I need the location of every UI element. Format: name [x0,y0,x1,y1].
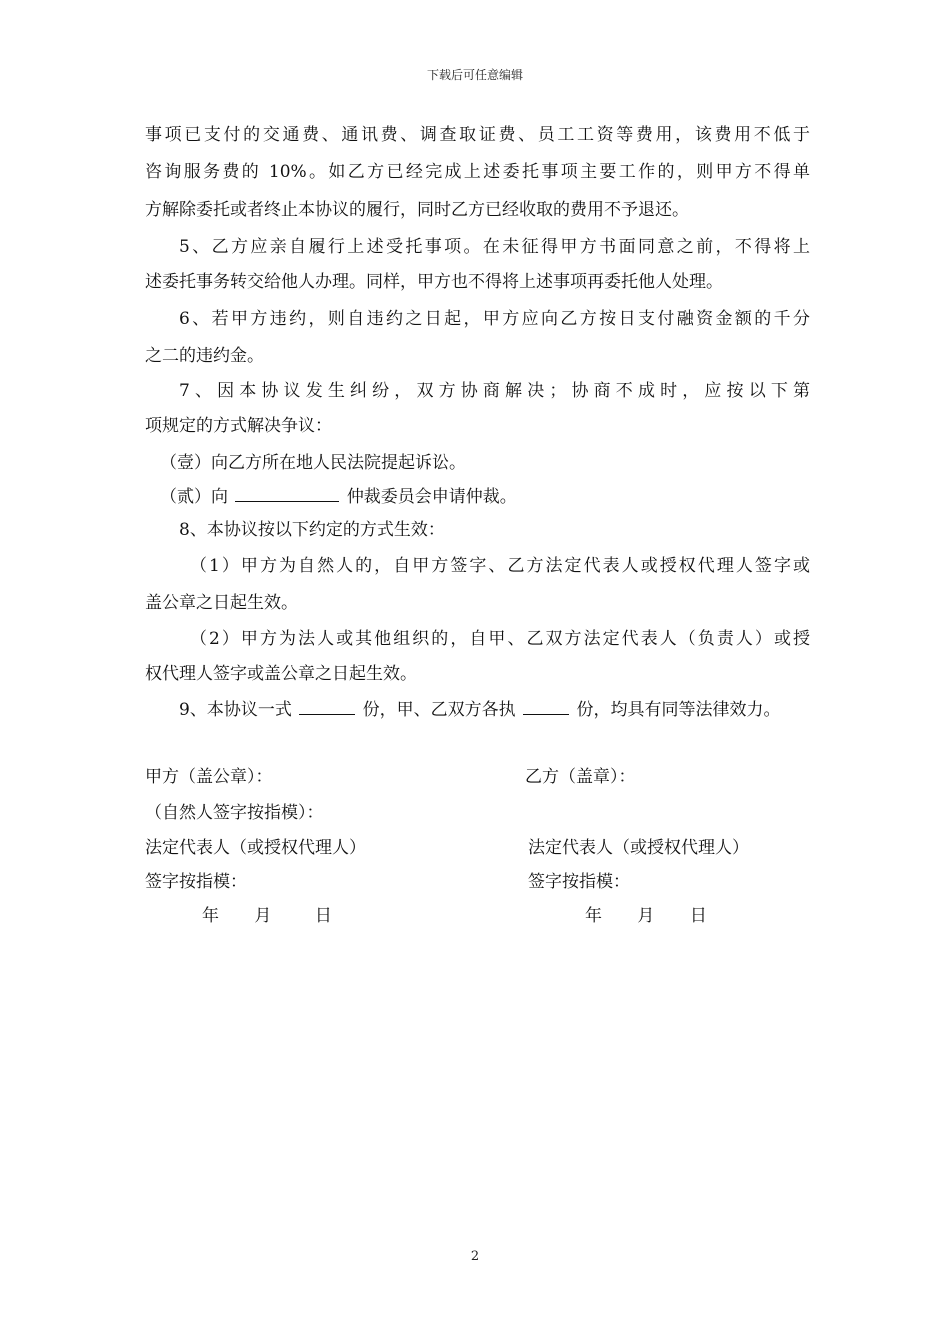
clause-8-2-line: 权代理人签字或盖公章之日起生效。 [145,664,417,684]
paragraph-line: 事项已支付的交通费、通讯费、调查取证费、员工工资等费用，该费用不低于 [145,125,810,145]
clause-9-line [179,698,844,722]
clause-6-line: 6、若甲方违约，则自违约之日起，甲方应向乙方按日支付融资金额的千分 [179,309,810,329]
clause-8-1-line: （1）甲方为自然人的，自甲方签字、乙方法定代表人或授权代理人签字或 [190,556,810,576]
option-arbitration-suffix: 仲裁委员会申请仲裁。 [346,487,517,507]
party-b-rep-label: 法定代表人（或授权代理人） [528,838,749,858]
party-b-date [585,904,707,928]
party-a-seal-label: 甲方（盖公章）： [145,767,273,787]
party-a-day: 日 [314,906,332,926]
copies-each-blank[interactable] [523,698,569,715]
clause-7-line: 7、因本协议发生纠纷，双方协商解决；协商不成时，应按以下第 [179,381,810,401]
clause-9-prefix: 9、本协议一式 [179,700,292,720]
clause-8-1-line: 盖公章之日起生效。 [145,593,298,613]
party-b-seal-label: 乙方（盖章）： [525,767,636,787]
party-b-year: 年 [585,906,602,926]
option-arbitration [160,485,825,509]
party-a-year: 年 [202,906,219,926]
party-b-sign-label: 签字按指模： [528,872,630,892]
party-a-month: 月 [254,906,272,926]
page-number: 2 [470,1249,480,1264]
party-a-sign-label: 签字按指模： [145,872,247,892]
clause-6-line: 之二的违约金。 [145,346,264,366]
party-b-month: 月 [637,906,655,926]
clause-5-line: 5、乙方应亲自履行上述受托事项。在未征得甲方书面同意之前，不得将上 [179,237,810,257]
party-a-natural-label: （自然人签字按指模）： [145,803,324,823]
clause-8-line: 8、本协议按以下约定的方式生效： [179,520,445,540]
party-a-date [202,904,332,928]
clause-8-2-line: （2）甲方为法人或其他组织的，自甲、乙双方法定代表人（负责人）或授 [190,629,810,649]
option-arbitration-prefix: （贰）向 [160,487,228,507]
party-a-rep-label: 法定代表人（或授权代理人） [145,838,366,858]
page-header: 下载后可任意编辑 [426,68,523,82]
copies-total-blank[interactable] [299,698,355,715]
paragraph-line: 咨询服务费的 10%。如乙方已经完成上述委托事项主要工作的，则甲方不得单 [145,162,810,182]
option-litigation: （壹）向乙方所在地人民法院提起诉讼。 [160,453,466,473]
paragraph-line: 方解除委托或者终止本协议的履行，同时乙方已经收取的费用不予退还。 [145,200,689,220]
party-b-day: 日 [689,906,707,926]
clause-5-line: 述委托事务转交给他人办理。同样，甲方也不得将上述事项再委托他人处理。 [145,272,723,292]
clause-9-middle: 份，甲、乙双方各执 [362,700,516,720]
clause-9-suffix: 份，均具有同等法律效力。 [576,700,781,720]
clause-7-line: 项规定的方式解决争议： [145,416,332,436]
arbitration-commission-blank[interactable] [235,485,339,502]
